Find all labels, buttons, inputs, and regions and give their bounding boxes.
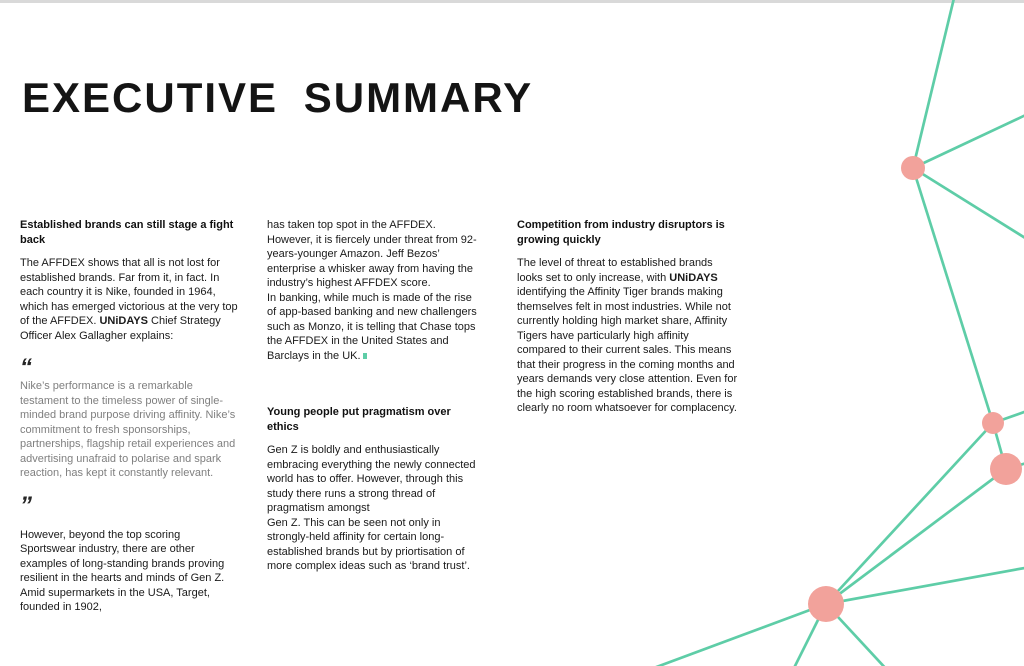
network-edge bbox=[913, 113, 1024, 168]
top-border bbox=[0, 0, 1024, 3]
network-edge bbox=[993, 410, 1024, 423]
column-1-paragraph-1 bbox=[20, 256, 238, 343]
column-2-paragraph-1b bbox=[267, 291, 483, 364]
column-1-heading: Established brands can still stage a fight back bbox=[20, 219, 234, 246]
column-3-heading: Competition from industry disruptors is growing quickly bbox=[517, 219, 725, 246]
network-edge bbox=[792, 604, 826, 666]
node-bottom-large bbox=[808, 586, 844, 622]
brand-name-unidays: UNiDAYS bbox=[669, 271, 718, 284]
network-edge bbox=[643, 604, 826, 666]
column-2-paragraph-1a: has taken top spot in the AFFDEX. However, it is fiercely under threat from 92-years-younger Amazon. Jeff Bezos’ enterprise a whisker away from having the industry’s highest AFFDEX score. bbox=[267, 219, 477, 289]
network-edge bbox=[826, 469, 1006, 604]
column-2-paragraph-2a: Gen Z is boldly and enthusiastically embracing everything the newly connected world has to offer. However, through this study there runs a strong thread of pragmatism amongst bbox=[267, 444, 476, 514]
column-2 bbox=[267, 218, 483, 574]
pull-quote-text: Nike’s performance is a remarkable testament to the timeless power of single-minded brand purpose driving affinity. Nike’s commitment to fresh sponsorships, partnerships, flagship retail experiences and advertising unafraid to polarise and spark reaction, has kept it constantly relevant. bbox=[20, 380, 236, 479]
column-3-paragraph bbox=[517, 256, 738, 416]
column-1 bbox=[20, 218, 238, 615]
column-3 bbox=[517, 218, 738, 416]
network-edge bbox=[913, 0, 955, 168]
paragraph-text: The level of threat to established brands looks set to only increase, with bbox=[517, 257, 713, 284]
node-mid bbox=[982, 412, 1004, 434]
open-quote-mark: “ bbox=[20, 354, 32, 381]
column-1-paragraph-2: However, beyond the top scoring Sportswear industry, there are other examples of long-standing brands proving resilient in the hearts and minds of Gen Z. Amid supermarkets in the USA, Target, founded in 1902, bbox=[20, 528, 225, 613]
network-edge bbox=[826, 567, 1024, 604]
node-right bbox=[990, 453, 1022, 485]
paragraph-text: Chief Strategy Officer Alex Gallagher explains: bbox=[20, 315, 221, 342]
network-edge bbox=[913, 168, 993, 423]
close-quote-mark: ” bbox=[20, 491, 32, 519]
network-edge bbox=[913, 168, 1024, 241]
paragraph-text: In banking, while much is made of the rise of app-based banking and new challengers such as Monzo, it is telling that Chase tops the AFFDEX in the United States and Barclays in the UK. bbox=[267, 291, 477, 362]
paragraph-text: identifying the Affinity Tiger brands making themselves felt in most industries. While not currently holding high market share, Affinity Tigers have particularly high affinity compared to their current sales. This means that their progress in the coming months and years demands very close attention. Even for the high scoring established brands, there is clearly no room whatsoever for complacency. bbox=[517, 286, 738, 414]
network-edge bbox=[826, 423, 993, 604]
brand-name-unidays: UNiDAYS bbox=[99, 315, 148, 327]
column-2-paragraph-2b: Gen Z. This can be seen not only in strongly-held affinity for certain long- established brands but by priortisation of more complex ideas such as ‘brand trust’. bbox=[267, 516, 470, 572]
footnote-marker bbox=[363, 353, 367, 359]
page-title: EXECUTIVE SUMMARY bbox=[22, 74, 534, 122]
paragraph-text: The AFFDEX shows that all is not lost for established brands. Far from it, in fact. In each country it is Nike, founded in 1964, which has emerged victorious at the very top of the AFFDEX. bbox=[20, 257, 238, 327]
network-edge bbox=[993, 423, 1006, 469]
node-top bbox=[901, 156, 925, 180]
network-edge bbox=[826, 604, 889, 666]
column-2-heading: Young people put pragmatism over ethics bbox=[267, 406, 451, 433]
network-edge bbox=[1006, 462, 1024, 469]
